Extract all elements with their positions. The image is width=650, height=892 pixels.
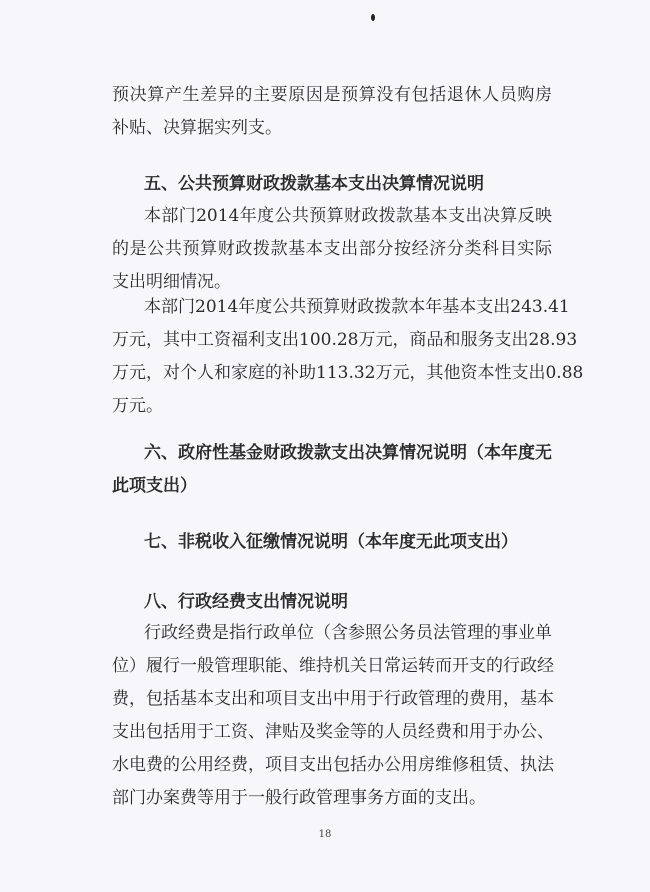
s6-heading-line-1: 六、政府性基金财政拨款支出决算情况说明（本年度无 bbox=[144, 443, 552, 463]
s8p1-line-5: 水电费的公用经费，项目支出包括办公用房维修租赁、执法 bbox=[112, 755, 554, 775]
section-6-heading bbox=[112, 437, 552, 503]
intro-line-2: 补贴、决算据实列支。 bbox=[112, 118, 282, 138]
section-7-heading: 七、非税收入征缴情况说明（本年度无此项支出） bbox=[144, 532, 518, 552]
s5p2-line-1: 本部门2014年度公共预算财政拨款本年基本支出243.41 bbox=[144, 297, 570, 317]
s8p1-line-3: 费，包括基本支出和项目支出中用于行政管理的费用，基本 bbox=[112, 689, 554, 709]
s8p1-line-1: 行政经费是指行政单位（含参照公务员法管理的事业单 bbox=[144, 623, 552, 643]
s8p1-line-4: 支出包括用于工资、津贴及奖金等的人员经费和用于办公、 bbox=[112, 722, 554, 742]
section-5-paragraph-2 bbox=[112, 291, 584, 423]
s5p2-line-4: 万元。 bbox=[112, 396, 163, 416]
page-number: 18 bbox=[318, 829, 332, 840]
section-5-heading: 五、公共预算财政拨款基本支出决算情况说明 bbox=[144, 174, 484, 194]
section-5-paragraph-1 bbox=[112, 200, 552, 299]
intro-paragraph bbox=[112, 79, 552, 145]
s5p1-line-1: 本部门2014年度公共预算财政拨款基本支出决算反映 bbox=[144, 206, 552, 226]
s5p1-line-2: 的是公共预算财政拨款基本支出部分按经济分类科目实际 bbox=[112, 239, 552, 259]
section-8-paragraph-1 bbox=[112, 617, 552, 815]
s8p1-line-2: 位）履行一般管理职能、维持机关日常运转而开支的行政经 bbox=[112, 656, 554, 676]
s6-heading-line-2: 此项支出） bbox=[112, 476, 197, 496]
s8p1-line-6: 部门办案费等用于一般行政管理事务方面的支出。 bbox=[112, 788, 486, 808]
intro-line-1: 预决算产生差异的主要原因是预算没有包括退休人员购房 bbox=[112, 85, 552, 105]
binding-hole-mark bbox=[371, 14, 375, 21]
section-8-heading: 八、行政经费支出情况说明 bbox=[144, 592, 348, 612]
s5p1-line-3: 支出明细情况。 bbox=[112, 272, 231, 292]
s5p2-line-2: 万元，其中工资福利支出100.28万元，商品和服务支出28.93 bbox=[112, 330, 578, 350]
s5p2-line-3: 万元，对个人和家庭的补助113.32万元，其他资本性支出0.88 bbox=[112, 363, 584, 383]
